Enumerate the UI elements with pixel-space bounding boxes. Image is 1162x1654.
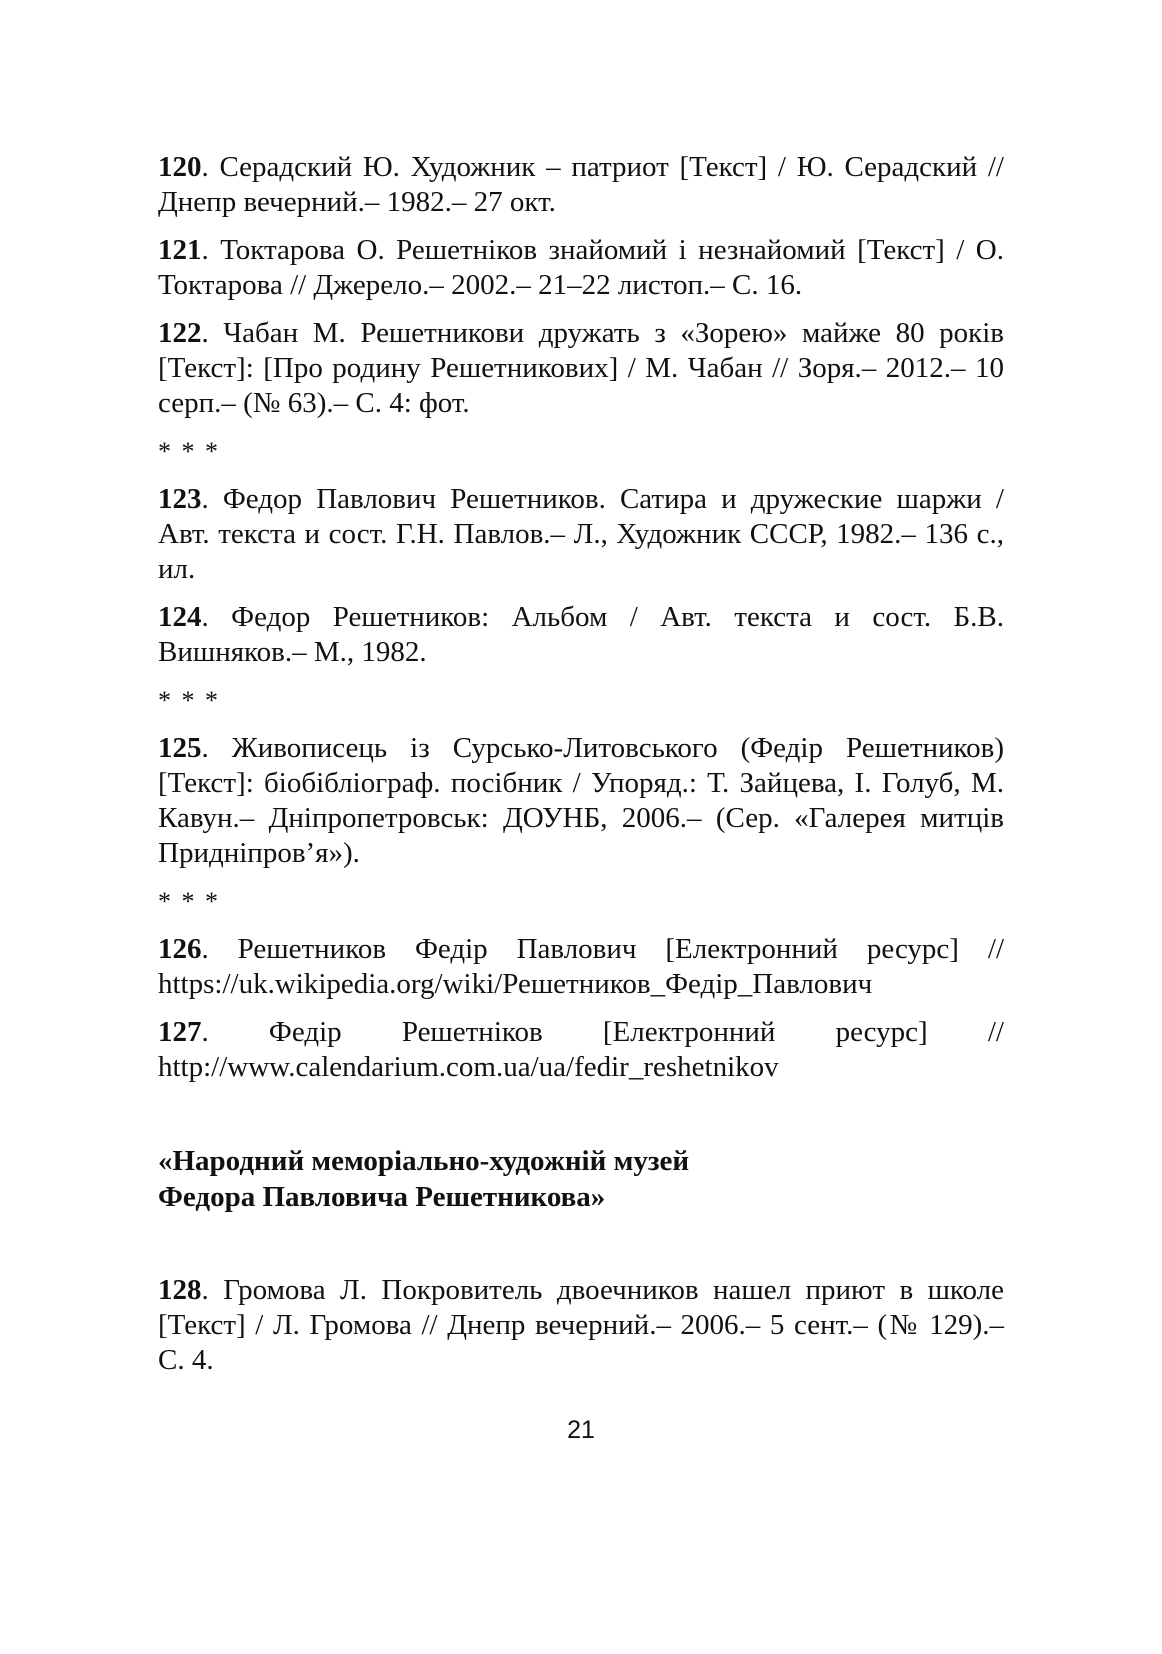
entry-number: 122: [158, 317, 202, 349]
entry-text: . Токтарова О. Решетніков знайомий і незнайомий [Текст] / О. Токтарова // Джерело.– 2002.– 21–22 листоп.– С. 16.: [158, 234, 1004, 301]
bibliography-entry-122: [158, 316, 1004, 421]
entry-text: . Громова Л. Покровитель двоечников нашел приют в школе [Текст] / Л. Громова // Днепр вечерний.– 2006.– 5 сент.– (№ 129).– С. 4.: [158, 1274, 1004, 1376]
bibliography-entry-125: [158, 731, 1004, 871]
bibliography-entry-127: [158, 1015, 1004, 1085]
section-separator: * * *: [158, 887, 220, 916]
entry-text: . Решетников Федір Павлович [Електронний ресурс] // https://uk.wikipedia.org/wiki/Решетников_Федір_Павлович: [158, 933, 1004, 1000]
entry-text: . Федір Решетніков [Електронний ресурс] // http://www.calendarium.com.ua/ua/fedir_reshetnikov: [158, 1016, 1004, 1083]
bibliography-entry-120: [158, 150, 1004, 220]
entry-text: . Чабан М. Решетникови дружать з «Зорею» майже 80 років [Текст]: [Про родину Решетникових] / М. Чабан // Зоря.– 2012.– 10 серп.– (№ 63).– С. 4: фот.: [158, 317, 1004, 419]
entry-number: 125: [158, 732, 202, 764]
entry-text: . Серадский Ю. Художник – патриот [Текст] / Ю. Серадский // Днепр вечерний.– 1982.– 27 окт.: [158, 151, 1004, 218]
document-page: [158, 150, 1004, 1391]
section-heading: [158, 1143, 1004, 1215]
bibliography-entry-128: [158, 1273, 1004, 1378]
entry-text: . Живописець із Сурсько-Литовського (Федір Решетников) [Текст]: біобібліограф. посібник / Упоряд.: Т. Зайцева, І. Голуб, М. Кавун.– Дніпропетровськ: ДОУНБ, 2006.– (Сер. «Галерея митців Придніпров’я»).: [158, 732, 1004, 869]
bibliography-entry-126: [158, 932, 1004, 1002]
bibliography-entry-123: [158, 482, 1004, 587]
entry-number: 124: [158, 601, 202, 633]
entry-number: 126: [158, 933, 202, 965]
entry-number: 120: [158, 151, 202, 183]
entry-number: 121: [158, 234, 202, 266]
bibliography-entry-124: [158, 600, 1004, 670]
page-number: 21: [567, 1416, 595, 1444]
entry-text: . Федор Павлович Решетников. Сатира и дружеские шаржи / Авт. текста и сост. Г.Н. Павлов.– Л., Художник СССР, 1982.– 136 с., ил.: [158, 483, 1004, 585]
entry-number: 123: [158, 483, 202, 515]
section-heading-line-2: Федора Павловича Решетникова»: [158, 1181, 606, 1213]
section-separator: * * *: [158, 437, 220, 466]
entry-text: . Федор Решетников: Альбом / Авт. текста и сост. Б.В. Вишняков.– М., 1982.: [158, 601, 1004, 668]
section-separator: * * *: [158, 686, 220, 715]
bibliography-entry-121: [158, 233, 1004, 303]
entry-number: 127: [158, 1016, 202, 1048]
entry-number: 128: [158, 1274, 202, 1306]
section-heading-line-1: «Народний меморіально-художній музей: [158, 1145, 690, 1177]
